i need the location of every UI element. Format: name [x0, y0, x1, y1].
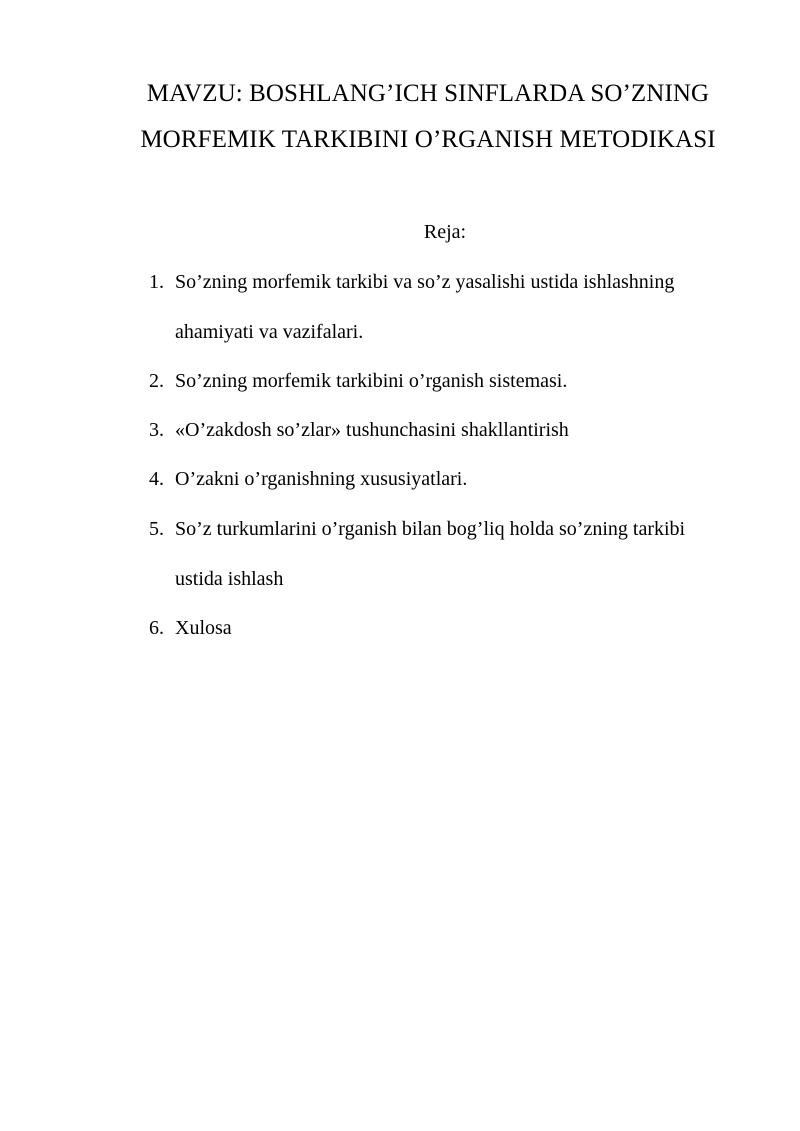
plan-item-text: ustida ishlash [175, 568, 284, 590]
title-line-1: MAVZU: BOSHLANG’ICH SINFLARDA SO’ZNING [146, 80, 710, 107]
plan-item-text: So’zning morfemik tarkibi va so’z yasalishi ustida ishlashning [175, 271, 675, 293]
plan-item-text: ahamiyati va vazifalari. [175, 321, 364, 343]
plan-item-number: 1. [149, 271, 164, 293]
plan-item-text: «O’zakdosh so’zlar» tushunchasini shakllantirish [175, 419, 569, 441]
plan-item-text: Xulosa [175, 617, 232, 639]
plan-item-number: 6. [149, 617, 164, 639]
plan-item-number: 5. [149, 518, 164, 540]
plan-item-number: 3. [149, 419, 164, 441]
plan-heading: Reja: [423, 221, 467, 243]
title-line-2: MORFEMIK TARKIBINI O’RGANISH METODIKASI [140, 126, 716, 153]
plan-item-number: 4. [149, 468, 164, 490]
plan-item-text: O’zakni o’rganishning xususiyatlari. [175, 468, 468, 490]
plan-item-number: 2. [149, 370, 164, 392]
plan-item-text: So’zning morfemik tarkibini o’rganish sistemasi. [175, 370, 568, 392]
plan-item-text: So’z turkumlarini o’rganish bilan bog’liq holda so’zning tarkibi [175, 518, 686, 540]
